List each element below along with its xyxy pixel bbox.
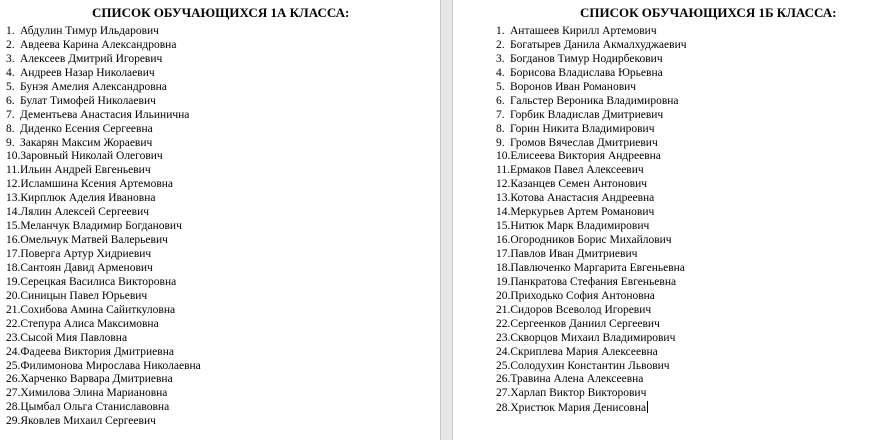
list-item-number: 5. (496, 80, 505, 93)
list-item-number: 8. (6, 122, 15, 135)
list-item (496, 387, 687, 401)
list-item (6, 318, 201, 332)
list-item-number: 19. (496, 275, 511, 288)
list-item-number: 25. (496, 359, 511, 372)
list-item (6, 206, 201, 220)
list-item-number: 6. (6, 94, 15, 107)
list-item-name: Борисова Владислава Юрьевна (510, 66, 663, 79)
list-item-number: 3. (6, 52, 15, 65)
list-item-name: Павлюченко Маргарита Евгеньевна (510, 261, 685, 274)
list-item-number: 25. (6, 359, 21, 372)
list-item-name: Меланчук Владимир Богданович (20, 220, 182, 233)
page-gutter (440, 0, 453, 440)
text-cursor (647, 401, 648, 413)
list-item (6, 192, 201, 206)
list-item-name: Авдеева Карина Александровна (20, 38, 177, 51)
list-item (6, 332, 201, 346)
list-item-name: Фадеева Виктория Дмитриевна (20, 345, 174, 358)
list-item-number: 14. (496, 206, 511, 219)
list-item-name: Сергеенков Даниил Сергеевич (510, 317, 660, 330)
list-item-number: 7. (6, 108, 15, 121)
list-item-name: Синицын Павел Юрьевич (20, 289, 148, 302)
list-item-number: 12. (6, 178, 21, 191)
list-item (496, 137, 687, 151)
list-item (496, 67, 687, 81)
list-item-name: Меркурьев Артем Романович (510, 206, 655, 219)
list-item-name: Сидоров Всеволод Игоревич (510, 303, 652, 316)
list-item-name: Абдулин Тимур Ильдарович (20, 25, 159, 37)
list-item-number: 19. (6, 275, 21, 288)
list-item-name: Омельчук Матвей Валерьевич (20, 234, 168, 247)
list-item-number: 14. (6, 206, 21, 219)
list-item-number: 16. (6, 234, 21, 247)
list-item-number: 18. (6, 261, 21, 274)
list-item-number: 8. (496, 122, 505, 135)
student-list-1b (496, 25, 687, 415)
list-item (496, 373, 687, 387)
list-item-number: 20. (6, 289, 21, 302)
list-item-number: 26. (6, 373, 21, 386)
list-item-number: 16. (496, 234, 511, 247)
list-item-name: Горин Никита Владимирович (510, 122, 655, 135)
list-item-number: 27. (6, 387, 21, 400)
list-item (6, 164, 201, 178)
list-item-number: 12. (496, 178, 511, 191)
list-item (496, 178, 687, 192)
list-item (6, 220, 201, 234)
list-item (6, 178, 201, 192)
list-item-number: 7. (496, 108, 505, 121)
list-item (496, 248, 687, 262)
list-item (496, 220, 687, 234)
list-item-name: Поверга Артур Хидриевич (20, 248, 152, 260)
list-item (496, 401, 687, 415)
list-item-number: 10. (6, 150, 21, 163)
list-item-name: Химилова Элина Мариановна (20, 387, 168, 400)
list-item-name: Булат Тимофей Николаевич (20, 94, 156, 107)
list-item-name: Харченко Варвара Дмитриевна (20, 373, 173, 386)
list-item-number: 27. (496, 387, 511, 400)
list-item (496, 332, 687, 346)
list-item (496, 206, 687, 220)
list-item-number: 6. (496, 94, 505, 107)
list-item-number: 11. (6, 164, 20, 177)
list-item (496, 304, 687, 318)
list-item-name: Сысой Мия Павловна (20, 331, 128, 344)
list-item (496, 164, 687, 178)
list-item-name: Исламшина Ксения Артемовна (20, 178, 174, 191)
list-item (496, 39, 687, 53)
list-item-number: 26. (496, 373, 511, 386)
list-item (6, 387, 201, 401)
list-item-name: Гальстер Вероника Владимировна (510, 94, 679, 107)
list-item-name: Анташеев Кирилл Артемович (510, 25, 657, 37)
list-item-name: Солодухин Константин Львович (510, 359, 670, 372)
list-item-name: Бунэя Амелия Александровна (20, 80, 167, 93)
list-item-name: Огородников Борис Михайлович (510, 234, 672, 247)
list-item-name: Павлов Иван Дмитриевич (510, 248, 638, 260)
list-item (6, 401, 201, 415)
list-item-number: 28. (496, 402, 511, 415)
list-item-name: Сохибова Амина Сайиткуловна (20, 303, 176, 316)
list-item-name: Скворцов Михаил Владимирович (510, 331, 676, 344)
list-item-name: Елисеева Виктория Андреевна (510, 150, 661, 163)
list-item-name: Дементьева Анастасия Ильинична (20, 108, 190, 121)
list-item (496, 81, 687, 95)
list-item (6, 276, 201, 290)
list-item (496, 346, 687, 360)
list-item (496, 25, 687, 39)
list-item-number: 1. (496, 25, 505, 37)
list-item-number: 4. (496, 66, 505, 79)
list-item-number: 24. (6, 345, 21, 358)
list-item-name: Горбик Владислав Дмитриевич (510, 108, 664, 121)
list-item (496, 123, 687, 137)
list-item-name: Ермаков Павел Алексеевич (509, 164, 644, 177)
list-item (6, 373, 201, 387)
list-item (496, 318, 687, 332)
document-page-1b[interactable] (453, 0, 894, 440)
list-item-name: Скриплева Мария Алексеевна (510, 345, 658, 358)
list-item (6, 360, 201, 374)
list-item-name: Травина Алена Алексеевна (510, 373, 644, 386)
list-item (6, 234, 201, 248)
list-item-number: 3. (496, 52, 505, 65)
list-item-name: Диденко Есения Сергеевна (20, 122, 153, 135)
list-item-number: 2. (6, 38, 15, 51)
list-item-name: Лялин Алексей Сергеевич (20, 206, 150, 219)
list-item-number: 15. (496, 220, 511, 233)
list-item (6, 304, 201, 318)
list-item-name: Закарян Максим Жораевич (20, 136, 153, 149)
list-item-number: 24. (496, 345, 511, 358)
list-item-number: 4. (6, 66, 15, 79)
list-item-number: 18. (496, 261, 511, 274)
list-item-name: Котова Анастасия Андреевна (510, 192, 655, 205)
list-item (496, 262, 687, 276)
list-item (6, 346, 201, 360)
list-item (496, 109, 687, 123)
list-item-name: Серецкая Василиса Викторовна (20, 275, 177, 288)
list-item-name: Харлап Виктор Викторович (510, 387, 647, 400)
list-item-number: 10. (496, 150, 511, 163)
list-item-number: 20. (496, 289, 511, 302)
list-item-name: Цымбал Ольга Станиславовна (20, 401, 170, 414)
list-item-number: 9. (496, 136, 505, 149)
list-item-number: 21. (6, 303, 21, 316)
page-title: СПИСОК ОБУЧАЮЩИХСЯ 1А КЛАССА: (92, 5, 350, 20)
list-item-name: Ильин Андрей Евгеньевич (19, 164, 151, 177)
list-item-number: 22. (6, 317, 21, 330)
list-item (6, 109, 201, 123)
list-item (6, 137, 201, 151)
list-item-name: Воронов Иван Романович (510, 80, 637, 93)
list-item-name: Громов Вячеслав Дмитриевич (510, 136, 658, 149)
list-item (6, 290, 201, 304)
list-item-name: Заровный Николай Олегович (20, 150, 163, 163)
list-item (6, 25, 201, 39)
list-item-name: Приходько София Антоновна (510, 289, 655, 302)
list-item-name: Казанцев Семен Антонович (510, 178, 648, 191)
list-item-name: Сантоян Давид Арменович (20, 261, 153, 274)
list-item-name: Андреев Назар Николаевич (20, 66, 155, 79)
list-item (6, 150, 201, 164)
list-item (6, 81, 201, 95)
list-item-number: 13. (496, 192, 511, 205)
document-page-1a[interactable] (0, 0, 440, 440)
list-item-number: 23. (6, 331, 21, 344)
list-item-number: 17. (6, 248, 21, 260)
list-item (6, 123, 201, 137)
list-item (496, 290, 687, 304)
list-item-number: 17. (496, 248, 511, 260)
list-item-number: 5. (6, 80, 15, 93)
list-item-name: Филимонова Мирослава Николаевна (20, 359, 201, 372)
list-item (6, 95, 201, 109)
list-item (496, 192, 687, 206)
list-item-number: 21. (496, 303, 511, 316)
list-item-name: Степура Алиса Максимовна (20, 317, 159, 330)
list-item (6, 415, 201, 429)
list-item-number: 29. (6, 415, 21, 428)
list-item-name: Христюк Мария Денисовна (510, 402, 647, 415)
list-item-name: Богданов Тимур Нодирбекович (510, 52, 663, 65)
list-item-number: 11. (496, 164, 510, 177)
list-item (496, 95, 687, 109)
list-item-number: 9. (6, 136, 15, 149)
list-item (6, 39, 201, 53)
page-title: СПИСОК ОБУЧАЮЩИХСЯ 1Б КЛАССА: (580, 5, 837, 20)
list-item-name: Панкратова Стефания Евгеньевна (510, 275, 677, 288)
list-item (6, 262, 201, 276)
list-item-number: 13. (6, 192, 21, 205)
list-item-name: Яковлев Михаил Сергеевич (20, 415, 156, 428)
student-list-1a (6, 25, 201, 429)
list-item (496, 276, 687, 290)
list-item-number: 28. (6, 401, 21, 414)
list-item (6, 53, 201, 67)
list-item (6, 248, 201, 262)
list-item (6, 67, 201, 81)
list-item-number: 1. (6, 25, 15, 37)
list-item-number: 2. (496, 38, 505, 51)
list-item-number: 23. (496, 331, 511, 344)
list-item (496, 234, 687, 248)
list-item-name: Алексеев Дмитрий Игоревич (20, 52, 163, 65)
list-item (496, 360, 687, 374)
list-item-name: Богатырев Данила Акмалхуджаевич (510, 38, 687, 51)
list-item-number: 22. (496, 317, 511, 330)
list-item-name: Кирплюк Аделия Ивановна (20, 192, 156, 205)
list-item (496, 53, 687, 67)
list-item-number: 15. (6, 220, 21, 233)
list-item-name: Нитюк Марк Владимирович (510, 220, 650, 233)
list-item (496, 150, 687, 164)
